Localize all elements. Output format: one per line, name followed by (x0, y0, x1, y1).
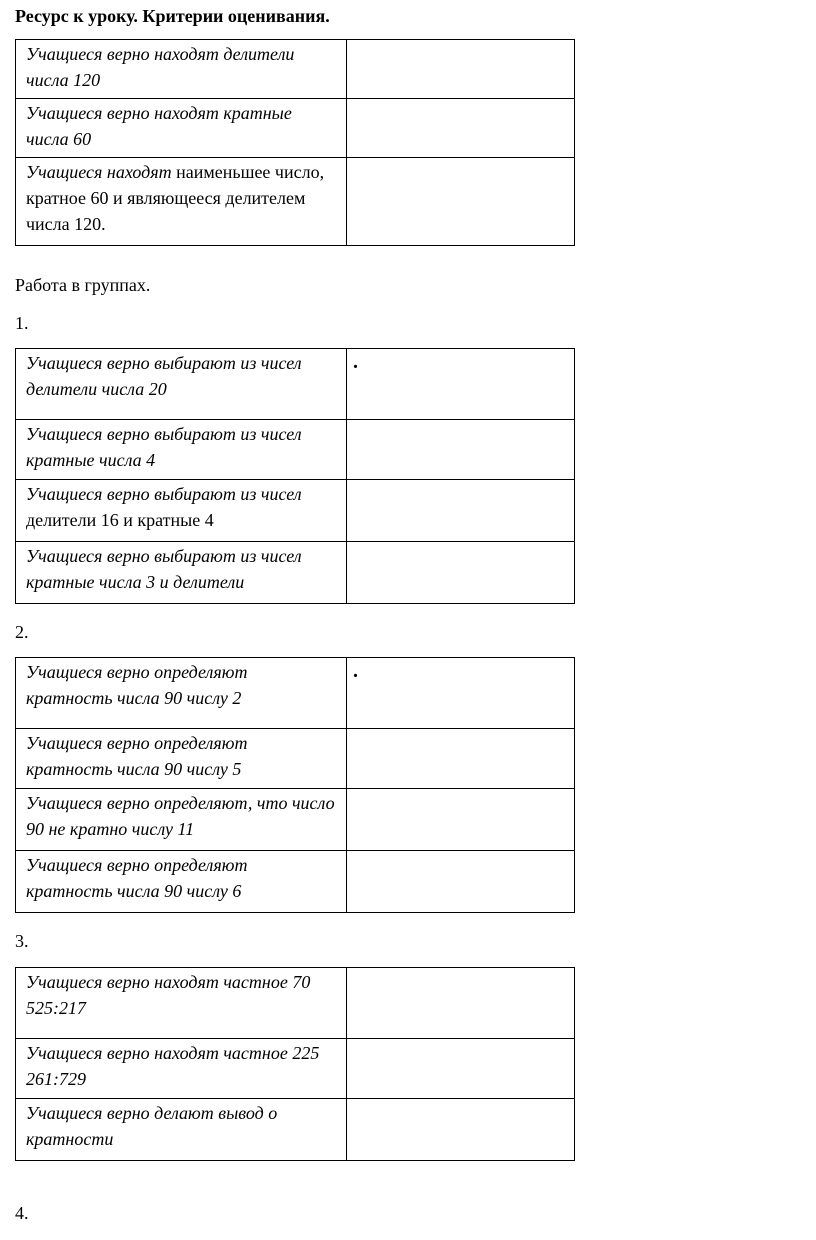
criterion-text (16, 480, 346, 533)
criteria-row (16, 1099, 575, 1161)
criterion-text-part: Учащиеся верно находят частное 225 261:729 (26, 1043, 320, 1089)
criterion-text-part: Учащиеся верно выбирают из чисел кратные числа 3 и делители (26, 546, 302, 592)
assessment-cell (347, 480, 575, 542)
criteria-table-task-3 (15, 967, 575, 1161)
group-work-label: Работа в группах. (15, 275, 151, 295)
criteria-row (16, 1039, 575, 1099)
criterion-text (16, 40, 346, 93)
assessment-cell (347, 729, 575, 789)
criterion-cell (16, 658, 347, 729)
criterion-text-part: наименьшее число, кратное 60 и являющееся делителем числа 120. (26, 162, 325, 234)
criterion-cell (16, 480, 347, 542)
criterion-text-part: Учащиеся верно находят частное 70 525:217 (26, 972, 311, 1018)
criterion-cell (16, 99, 347, 158)
assessment-mark: . (353, 660, 358, 682)
criterion-text-part: делители 16 и кратные 4 (26, 510, 214, 530)
criterion-text (16, 542, 346, 595)
criteria-table-task-2 (15, 657, 575, 913)
task-number-1: 1. (15, 313, 29, 333)
criterion-text (16, 1099, 346, 1152)
criteria-row (16, 99, 575, 158)
criteria-row (16, 789, 575, 851)
page-title: Ресурс к уроку. Критерии оценивания. (15, 6, 330, 26)
assessment-cell (347, 968, 575, 1039)
criterion-text-part: Учащиеся верно выбирают из чисел кратные числа 4 (26, 424, 302, 470)
criterion-cell (16, 789, 347, 851)
assessment-cell (347, 40, 575, 99)
task-number-4: 4. (15, 1203, 29, 1223)
criteria-row (16, 542, 575, 604)
criterion-text (16, 99, 346, 152)
criterion-cell (16, 40, 347, 99)
criterion-text-part: Учащиеся верно выбирают из чисел делители числа 20 (26, 353, 302, 399)
criterion-cell (16, 851, 347, 913)
criterion-cell (16, 420, 347, 480)
criterion-text-part: Учащиеся верно определяют кратность числа 90 числу 2 (26, 662, 248, 708)
criteria-row (16, 349, 575, 420)
criteria-row (16, 658, 575, 729)
criterion-text-part: Учащиеся верно определяют кратность числа 90 числу 6 (26, 855, 248, 901)
criteria-row (16, 851, 575, 913)
criteria-table-task-1 (15, 348, 575, 604)
criterion-text (16, 729, 346, 782)
task-number-2: 2. (15, 622, 29, 642)
criteria-row (16, 420, 575, 480)
assessment-cell (347, 1099, 575, 1161)
criterion-text-part: Учащиеся верно определяют, что число 90 не кратно числу 11 (26, 793, 335, 839)
assessment-cell (347, 789, 575, 851)
criterion-cell (16, 542, 347, 604)
assessment-cell (347, 420, 575, 480)
assessment-cell (347, 99, 575, 158)
assessment-cell (347, 349, 575, 420)
criterion-text-part: Учащиеся верно находят кратные числа 60 (26, 103, 292, 149)
criterion-text-part: Учащиеся верно выбирают из чисел (26, 484, 302, 504)
criterion-cell (16, 158, 347, 246)
criterion-text (16, 158, 346, 237)
criterion-text (16, 789, 346, 842)
criteria-row (16, 480, 575, 542)
criterion-text (16, 420, 346, 473)
criterion-text (16, 349, 346, 402)
criterion-text (16, 1039, 346, 1092)
criterion-cell (16, 1039, 347, 1099)
criterion-cell (16, 968, 347, 1039)
criterion-cell (16, 729, 347, 789)
criterion-text-part: Учащиеся находят (26, 162, 177, 182)
assessment-cell (347, 658, 575, 729)
criteria-table-intro (15, 39, 575, 246)
criterion-cell (16, 1099, 347, 1161)
criterion-text (16, 968, 346, 1021)
criteria-row (16, 40, 575, 99)
assessment-mark: . (353, 351, 358, 373)
criterion-text-part: Учащиеся верно определяют кратность числа 90 числу 5 (26, 733, 248, 779)
assessment-cell (347, 851, 575, 913)
criterion-text-part: Учащиеся верно делают вывод о кратности (26, 1103, 278, 1149)
criteria-row (16, 158, 575, 246)
criterion-text (16, 851, 346, 904)
assessment-cell (347, 542, 575, 604)
criterion-text-part: Учащиеся верно находят делители числа 120 (26, 44, 295, 90)
criterion-cell (16, 349, 347, 420)
criteria-row (16, 968, 575, 1039)
task-number-3: 3. (15, 931, 29, 951)
criterion-text (16, 658, 346, 711)
assessment-cell (347, 158, 575, 246)
criteria-row (16, 729, 575, 789)
assessment-cell (347, 1039, 575, 1099)
